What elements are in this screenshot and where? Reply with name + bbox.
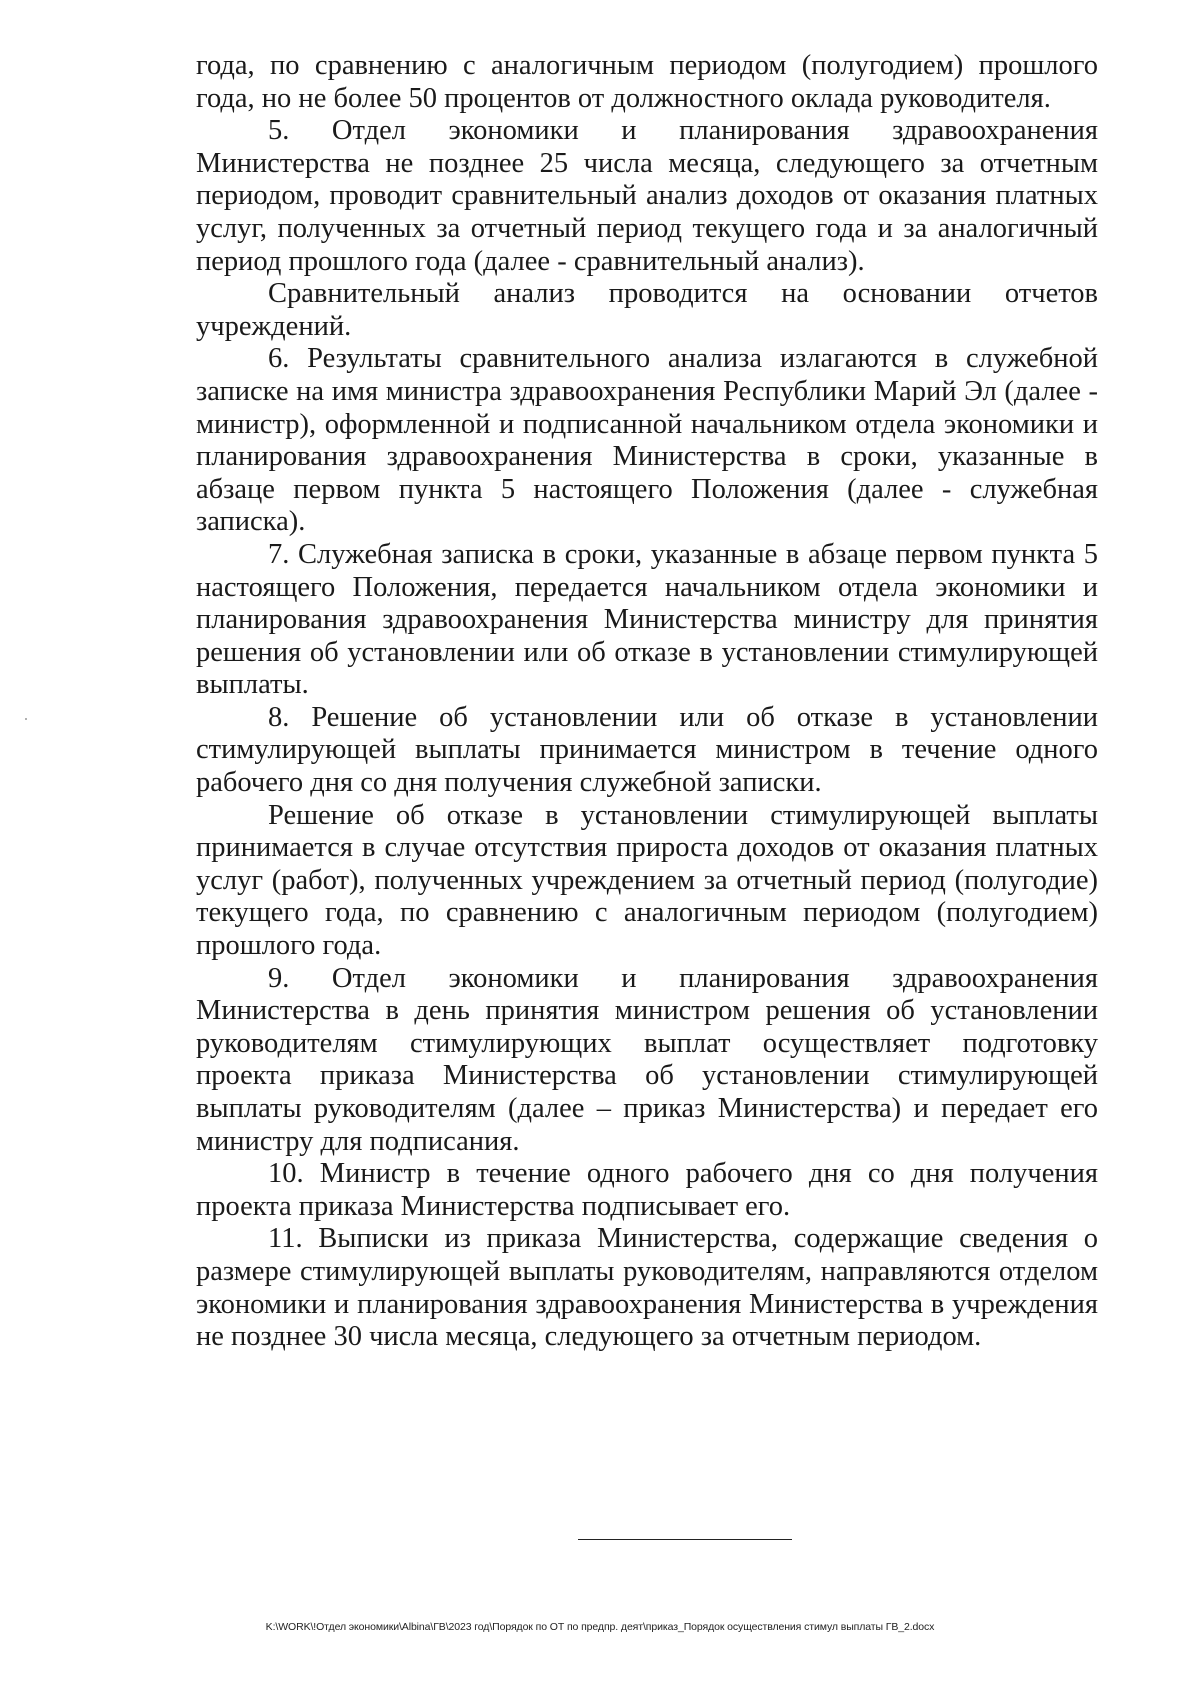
paragraph-item-9: 9. Отдел экономики и планирования здравоохранения Министерства в день принятия министром решения об установлении руководителям стимулирующих выплат осуществляет подготовку проекта приказа Министерства об установлении стимулирующей выплаты руководителям (далее – приказ Министерства) и передает его министру для подписания. — [196, 962, 1098, 1157]
paragraph-item-8-refusal: Решение об отказе в установлении стимулирующей выплаты принимается в случае отсутствия прироста доходов от оказания платных услуг (работ), полученных учреждением за отчетный период (полугодие) текущего года, по сравнению с аналогичным периодом (полугодием) прошлого года. — [196, 799, 1098, 962]
document-body — [196, 50, 1098, 1354]
paragraph-item-11: 11. Выписки из приказа Министерства, содержащие сведения о размере стимулирующей выплаты руководителям, направляются отделом экономики и планирования здравоохранения Министерства в учреждения не позднее 30 числа месяца, следующего за отчетным периодом. — [196, 1223, 1098, 1353]
paragraph-item-10: 10. Министр в течение одного рабочего дня со дня получения проекта приказа Министерства подписывает его. — [196, 1158, 1098, 1222]
paragraph-item-6: 6. Результаты сравнительного анализа излагаются в служебной записке на имя министра здравоохранения Республики Марий Эл (далее - министр), оформленной и подписанной начальником отдела экономики и планирования здравоохранения Министерства в сроки, указанные в абзаце первом пункта 5 настоящего Положения (далее - служебная записка). — [196, 343, 1098, 538]
footer-file-path: K:\WORK\!Отдел экономики\Albina\ГВ\2023 год\Порядок по ОТ по предпр. деят\приказ_Порядок осуществления стимул выплаты ГВ_2.docx — [265, 1621, 935, 1633]
paragraph-item-7: 7. Служебная записка в сроки, указанные в абзаце первом пункта 5 настоящего Положения, передается начальником отдела экономики и планирования здравоохранения Министерства министру для принятия решения об установлении или об отказе в установлении стимулирующей выплаты. — [196, 538, 1098, 701]
paragraph-item-5-analysis: Сравнительный анализ проводится на основании отчетов учреждений. — [196, 278, 1098, 342]
scan-speck — [25, 718, 27, 720]
paragraph-continuation: года, по сравнению с аналогичным периодом (полугодием) прошлого года, но не более 50 процентов от должностного оклада руководителя. — [196, 50, 1098, 114]
end-separator-line — [578, 1539, 792, 1540]
paragraph-item-8: 8. Решение об установлении или об отказе в установлении стимулирующей выплаты принимается министром в течение одного рабочего дня со дня получения служебной записки. — [196, 701, 1098, 799]
paragraph-item-5: 5. Отдел экономики и планирования здравоохранения Министерства не позднее 25 числа месяца, следующего за отчетным периодом, проводит сравнительный анализ доходов от оказания платных услуг, полученных за отчетный период текущего года и за аналогичный период прошлого года (далее - сравнительный анализ). — [196, 115, 1098, 277]
